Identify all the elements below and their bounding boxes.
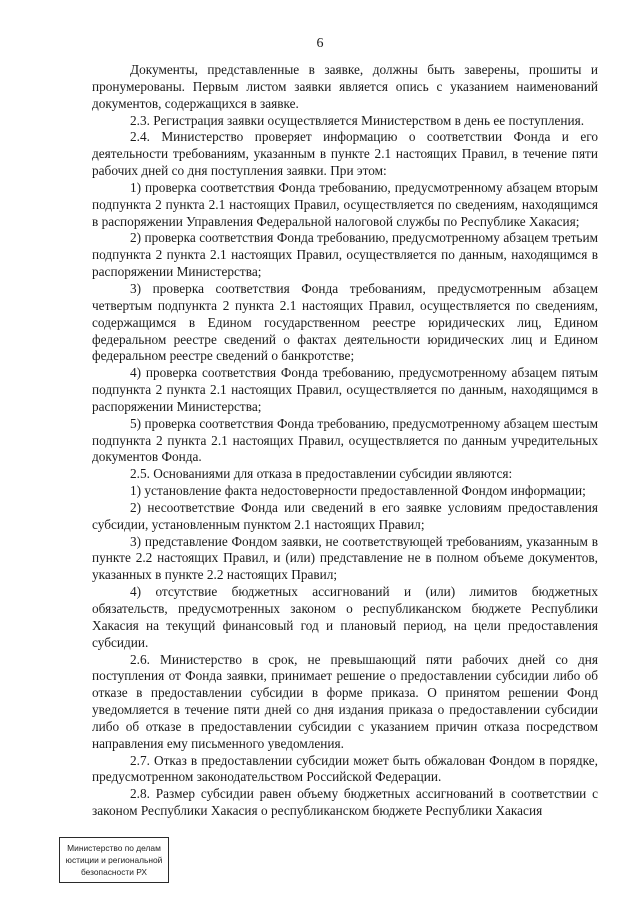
paragraph-2-3: 2.3. Регистрация заявки осуществляется Министерством в день ее поступления. [130,112,585,128]
document-body [92,62,598,820]
ministry-stamp [59,837,169,883]
paragraph-2-5-item-2: 2) несоответствие Фонда или сведений в его заявке условиям предоставления субсидии, установленным пунктом 2.1 настоящих Правил; [92,499,598,532]
paragraph-2-4-item-4: 4) проверка соответствия Фонда требованию, предусмотренному абзацем пятым подпункта 2 пункта 2.1 настоящих Правил, осуществляется по данным, находящимся в распоряжении Министерства; [92,365,598,414]
stamp-line-1: Министерство по делам [67,843,161,853]
paragraph-2-8: 2.8. Размер субсидии равен объему бюджетных ассигнований в соответствии с законом Республики Хакасия о республиканском бюджете Республики Хакасия [92,786,598,819]
paragraph-2-6: 2.6. Министерство в срок, не превышающий пяти рабочих дней со дня поступления от Фонда заявки, принимает решение о предоставлении субсидии либо об отказе в предоставлении субсидии в форме приказа. О принятом решении Фонд уведомляется в течение пяти дней со дня издания приказа о предоставлении субсидии либо об отказе в предоставлении субсидии с указанием причин отказа посредством направления ему письменного уведомления. [92,651,598,751]
paragraph-2-4-item-2: 2) проверка соответствия Фонда требованию, предусмотренному абзацем третьим подпункта 2 пункта 2.1 настоящих Правил, осуществляется по данным, находящимся в распоряжении Министерства; [92,230,598,280]
paragraph-documents-certification: Документы, представленные в заявке, должны быть заверены, прошиты и пронумерованы. Первым листом заявки является опись с указанием наименований документов, содержащихся в заявке. [92,62,598,111]
paragraph-2-5-item-4: 4) отсутствие бюджетных ассигнований и (или) лимитов бюджетных обязательств, предусмотренных законом о республиканском бюджете Республики Хакасия на текущий финансовый год и плановый период, на цели предоставления субсидии. [92,584,598,650]
stamp-line-2: юстиции и региональной [65,855,163,865]
paragraph-2-5: 2.5. Основаниями для отказа в предоставлении субсидии являются: [130,466,513,482]
paragraph-2-4-item-3: 3) проверка соответствия Фонда требованиям, предусмотренным абзацем четвертым подпункта 2 пункта 2.1 настоящих Правил, осуществляется по сведениям, содержащимся в Едином государственном реестре юридических лиц, Едином федеральном реестре сведений о фактах деятельности юридических лиц и Едином федеральном реестре сведений о банкротстве; [92,280,598,364]
paragraph-2-7: 2.7. Отказ в предоставлении субсидии может быть обжалован Фондом в порядке, предусмотренном законодательством Российской Федерации. [92,752,598,785]
stamp-line-3: безопасности РХ [80,867,148,877]
paragraph-2-5-item-1: 1) установление факта недостоверности предоставленной Фондом информации; [130,483,586,499]
paragraph-2-5-item-3: 3) представление Фондом заявки, не соответствующей требованиям, указанным в пункте 2.2 настоящих Правил, и (или) представление не в полном объеме документов, указанных в пункте 2.2 настоящих Правил; [92,533,598,583]
paragraph-2-4-item-5: 5) проверка соответствия Фонда требованию, предусмотренному абзацем шестым подпункта 2 пункта 2.1 настоящих Правил, осуществляется по данным учредительных документов Фонда. [92,415,598,465]
page-number: 6 [316,36,324,51]
paragraph-2-4-item-1: 1) проверка соответствия Фонда требованию, предусмотренному абзацем вторым подпункта 2 пункта 2.1 настоящих Правил, осуществляется по сведениям, находящимся в распоряжении Управления Федеральной налоговой службы по Республике Хакасия; [92,179,598,229]
paragraph-2-4: 2.4. Министерство проверяет информацию о соответствии Фонда и его деятельности требованиям, указанным в пункте 2.1 настоящих Правил, в течение пяти рабочих дней со дня поступления заявки. При этом: [92,129,598,179]
